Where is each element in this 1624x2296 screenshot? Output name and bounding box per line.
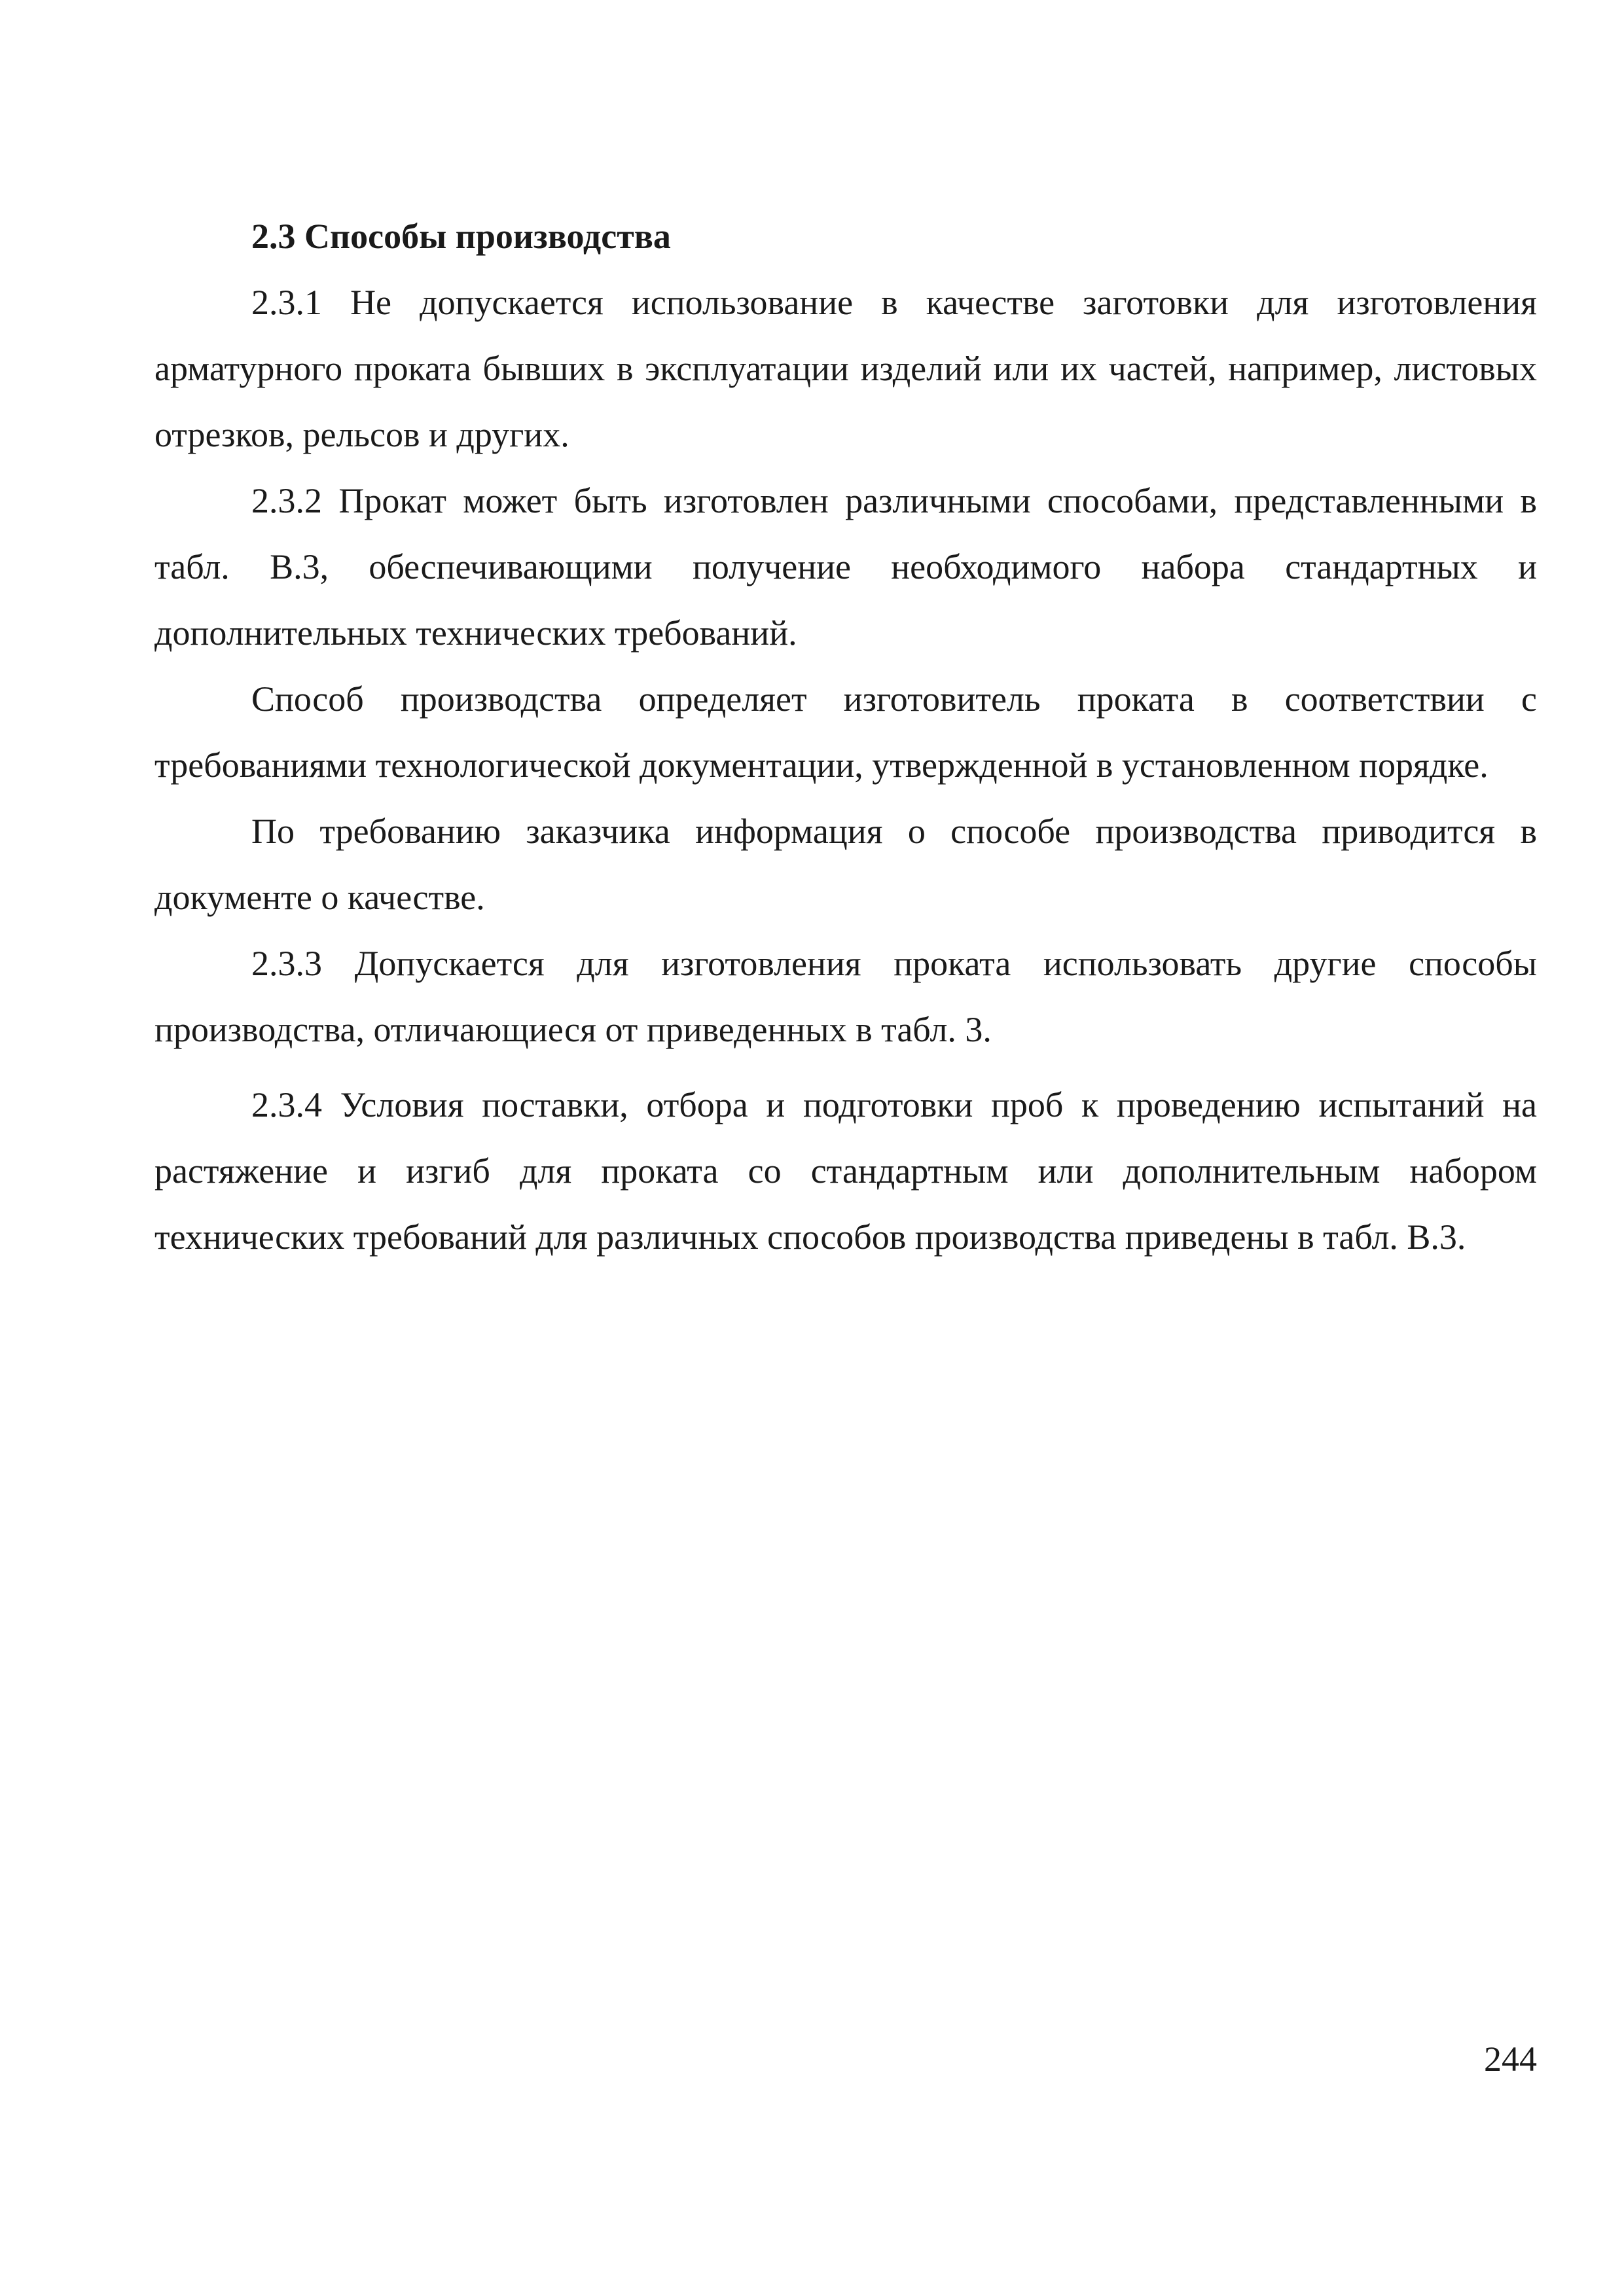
paragraph-2-3-2: 2.3.2 Прокат может быть изготовлен различными способами, представленными в табл. В.3, обеспечивающими получение необходимого набора стандартных и дополнительных технических требований. — [154, 481, 1537, 653]
paragraph-2-3-3: 2.3.3 Допускается для изготовления проката использовать другие способы производства, отличающиеся от приведенных в табл. 3. — [154, 944, 1537, 1049]
paragraph-2-3-4: 2.3.4 Условия поставки, отбора и подготовки проб к проведению испытаний на растяжение и изгиб для проката со стандартным или дополнительным набором технических требований для различных способов производства приведены в табл. В.3. — [154, 1085, 1537, 1257]
page-number: 244 — [1484, 2039, 1537, 2079]
paragraph-customer-request: По требованию заказчика информация о способе производства приводится в документе о качестве. — [154, 812, 1537, 917]
paragraph-production-method: Способ производства определяет изготовитель проката в соответствии с требованиями технологической документации, утвержденной в установленном порядке. — [154, 679, 1537, 785]
page-body — [154, 203, 1537, 1270]
section-heading: 2.3 Способы производства — [251, 217, 671, 256]
paragraph-2-3-1: 2.3.1 Не допускается использование в качестве заготовки для изготовления арматурного проката бывших в эксплуатации изделий или их частей, например, листовых отрезков, рельсов и других. — [154, 283, 1537, 454]
